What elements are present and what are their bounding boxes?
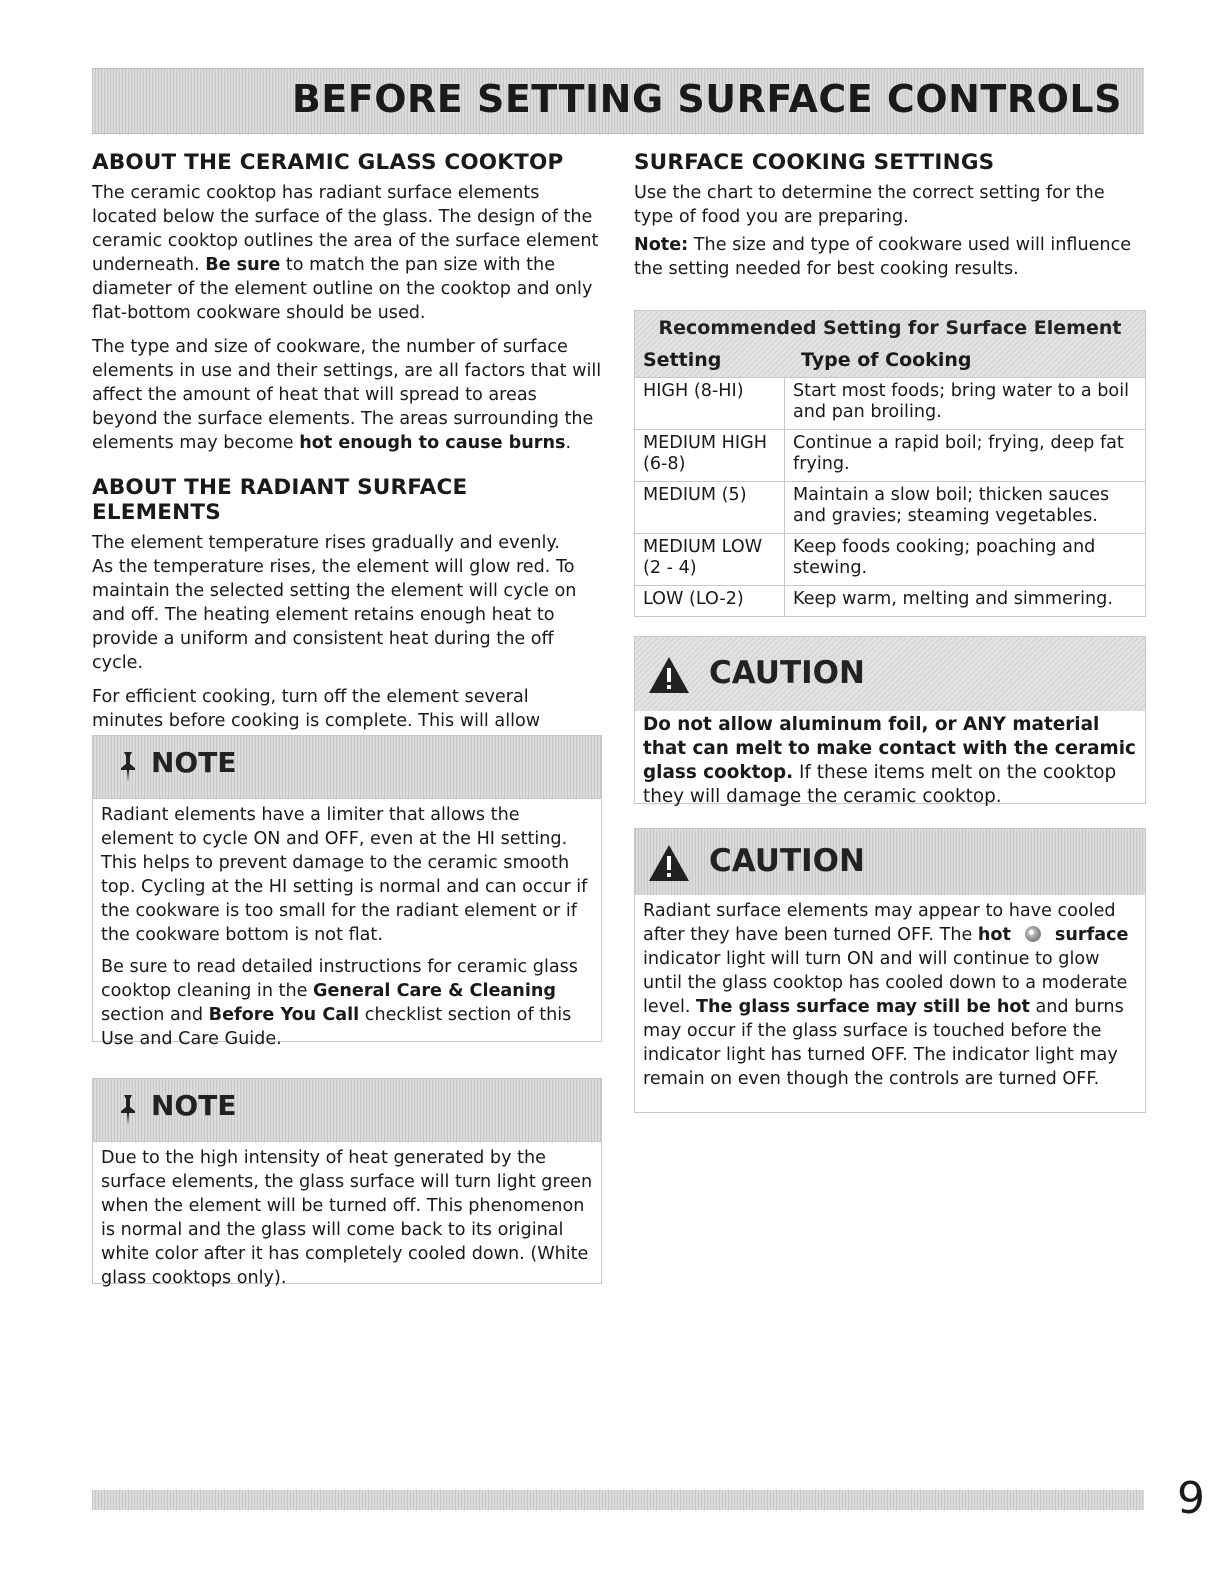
table-row xyxy=(635,429,1145,481)
note-box-1 xyxy=(92,735,602,1049)
table-cell-type: Keep warm, melting and simmering. xyxy=(793,589,1113,609)
caution-label-2: CAUTION xyxy=(709,843,865,879)
radiant-paragraph-3: For efficient cooking, turn off the element several minutes before cooking is complete. This will allow xyxy=(92,687,541,731)
note-box-2 xyxy=(92,1078,602,1288)
table-header-setting: Setting xyxy=(643,349,722,371)
ceramic-paragraph-1: The ceramic cooktop has radiant surface elements located below the surface of the glass. The design of the ceramic cooktop outlines the area of the surface element underneath. Be sure to match the pan size with the diameter of the element outline on the cooktop and only flat-bottom cookware should be used. xyxy=(92,183,599,323)
note-label-1: NOTE xyxy=(151,746,237,779)
table-row xyxy=(635,377,1145,429)
ceramic-paragraph-2: The type and size of cookware, the number of surface elements in use and their settings, are all factors that will affect the amount of heat that will spread to areas beyond the surface elements. The areas surrounding the elements may become hot enough to cause burns. xyxy=(92,337,602,453)
ceramic-heading: ABOUT THE CERAMIC GLASS COOKTOP xyxy=(92,150,564,175)
left-column xyxy=(92,150,602,767)
table-row xyxy=(635,533,1145,585)
settings-heading: SURFACE COOKING SETTINGS xyxy=(634,150,995,175)
table-cell-type: Start most foods; bring water to a boil and pan broiling. xyxy=(793,381,1129,422)
table-cell-type: Maintain a slow boil; thicken sauces and gravies; steaming vegetables. xyxy=(793,485,1110,526)
page-number: 9 xyxy=(1177,1473,1205,1524)
caution-box-2 xyxy=(634,828,1146,1113)
table-header-type: Type of Cooking xyxy=(801,349,972,371)
note-label-2: NOTE xyxy=(151,1089,237,1122)
header-band xyxy=(92,68,1144,134)
radiant-paragraph-1: The element temperature rises gradually and evenly. xyxy=(92,533,560,553)
table-row xyxy=(635,481,1145,533)
table-cell-type: Continue a rapid boil; frying, deep fat frying. xyxy=(793,433,1124,474)
note-header-2 xyxy=(93,1079,601,1142)
right-column xyxy=(634,150,1146,291)
caution-header-1 xyxy=(635,637,1145,711)
footer-band xyxy=(92,1490,1144,1510)
warning-triangle-icon xyxy=(647,843,691,883)
caution-label-1: CAUTION xyxy=(709,655,865,691)
radiant-heading: ABOUT THE RADIANT SURFACE ELEMENTS xyxy=(92,475,468,525)
hot-surface-indicator-icon xyxy=(1025,926,1041,942)
table-row xyxy=(635,585,1145,616)
radiant-paragraph-2: As the temperature rises, the element will glow red. To maintain the selected setting the element will cycle on and off. The heating element retains enough heat to provide a uniform and consistent heat during the off cycle. xyxy=(92,557,577,673)
table-cell-setting: MEDIUM (5) xyxy=(635,482,785,533)
table-cell-setting: MEDIUM LOW (2 - 4) xyxy=(635,534,785,585)
table-cell-setting: MEDIUM HIGH (6-8) xyxy=(635,430,785,481)
note-1-paragraph-1: Radiant elements have a limiter that allows the element to cycle ON and OFF, even at the HI setting. This helps to prevent damage to the ceramic smooth top. Cycling at the HI setting is normal and can occur if the cookware is too small for the radiant element or if the cookware bottom is not flat. xyxy=(101,805,588,945)
note-header-1 xyxy=(93,736,601,799)
note-1-paragraph-2: Be sure to read detailed instructions for ceramic glass cooktop cleaning in the General Care & Cleaning section and Before You Call checklist section of this Use and Care Guide. xyxy=(101,957,578,1049)
note-2-paragraph-1: Due to the high intensity of heat generated by the surface elements, the glass surface will turn light green when the element will be turned off. This phenomenon is normal and the glass will come back to its original white color after it has completely cooled down. (White glass cooktops only). xyxy=(101,1148,593,1288)
table-cell-setting: HIGH (8-HI) xyxy=(635,378,785,429)
table-cell-type: Keep foods cooking; poaching and stewing. xyxy=(793,537,1096,578)
pushpin-icon xyxy=(115,750,141,784)
caution-box-1 xyxy=(634,636,1146,807)
table-title: Recommended Setting for Surface Element xyxy=(658,317,1122,339)
warning-triangle-icon xyxy=(647,655,691,695)
page-title: BEFORE SETTING SURFACE CONTROLS xyxy=(291,77,1122,121)
table-header-row xyxy=(635,345,1145,377)
caution-header-2 xyxy=(635,829,1145,895)
settings-note-paragraph: Note: The size and type of cookware used will influence the setting needed for best cooking results. xyxy=(634,235,1132,279)
settings-table xyxy=(634,310,1146,617)
settings-paragraph-1: Use the chart to determine the correct setting for the type of food you are preparing. xyxy=(634,183,1105,227)
caution-1-paragraph: Do not allow aluminum foil, or ANY material that can melt to make contact with the ceramic glass cooktop. If these items melt on the cooktop they will damage the ceramic cooktop. xyxy=(643,714,1136,807)
table-cell-setting: LOW (LO-2) xyxy=(635,586,785,616)
caution-2-paragraph: Radiant surface elements may appear to have cooled after they have been turned OFF. The hot surface indicator light will turn ON and will continue to glow until the glass cooktop has cooled down to a moderate level. The glass surface may still be hot and burns may occur if the glass surface is touched before the indicator light has turned OFF. The indicator light may remain on even though the controls are turned OFF. xyxy=(643,901,1129,1089)
pushpin-icon xyxy=(115,1093,141,1127)
